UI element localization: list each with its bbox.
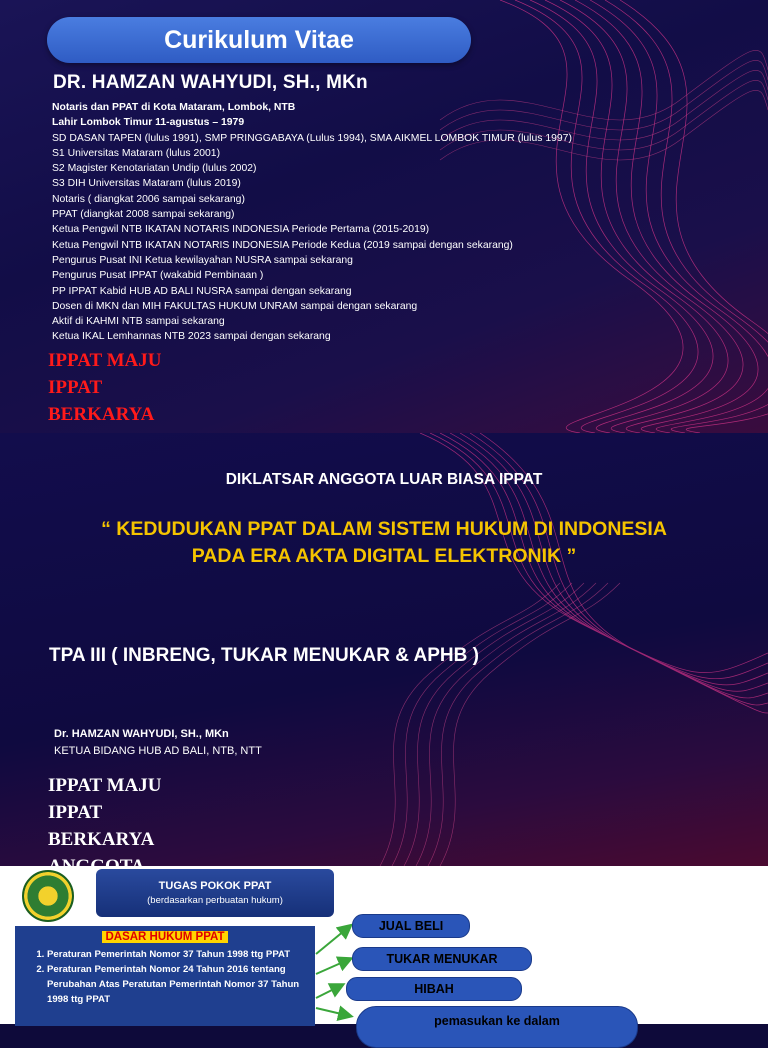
cv-line: Dosen di MKN dan MIH FAKULTAS HUKUM UNRAM sampai dengan sekarang <box>52 300 418 312</box>
cv-title-bar <box>47 17 471 63</box>
action-pill-pemasukan: pemasukan ke dalam <box>356 1006 638 1048</box>
cv-line: Aktif di KAHMI NTB sampai sekarang <box>52 316 225 328</box>
cv-slide <box>0 0 768 433</box>
cv-line: Ketua Pengwil NTB IKATAN NOTARIS INDONESIA Periode Pertama (2015-2019) <box>52 224 430 236</box>
motto-line: IPPAT MAJU <box>48 775 162 796</box>
motto-line: BERKARYA <box>48 829 155 850</box>
cv-line: Pengurus Pusat IPPAT (wakabid Pembinaan ) <box>52 270 264 282</box>
cv-line: Pengurus Pusat INI Ketua kewilayahan NUSRA sampai sekarang <box>52 254 353 266</box>
dasar-hukum-box <box>15 926 315 1026</box>
ippat-logo-icon <box>22 870 74 922</box>
title-line: “ KEDUDUKAN PPAT DALAM SISTEM HUKUM DI INDONESIA <box>101 518 667 540</box>
cv-line: Lahir Lombok Timur 11-agustus – 1979 <box>52 117 245 129</box>
cv-line: PPAT (diangkat 2008 sampai sekarang) <box>52 209 235 221</box>
presenter-position: KETUA BIDANG HUB AD BALI, NTB, NTT <box>54 745 262 757</box>
motto-line: IPPAT <box>48 802 103 823</box>
cv-line: S1 Universitas Mataram (lulus 2001) <box>52 147 221 159</box>
cv-line: PP IPPAT Kabid HUB AD BALI NUSRA sampai dengan sekarang <box>52 285 352 297</box>
motto-line: BERKARYA <box>48 404 155 425</box>
title-line: PADA ERA AKTA DIGITAL ELEKTRONIK ” <box>191 545 577 567</box>
dasar-hukum-item: 2. Peraturan Pemerintah Nomor 24 Tahun 2016 tentang Perubahan Atas Peratutan Pemerintah Nomor 37 Tahun 1998 ttg PPAT <box>47 962 315 1007</box>
cv-line: SD DASAN TAPEN (lulus 1991), SMP PRINGGABAYA (Lulus 1994), SMA AIKMEL LOMBOK TIMUR (lulus 1997) <box>52 132 572 144</box>
topic-heading: TPA III ( INBRENG, TUKAR MENUKAR & APHB ) <box>49 645 479 666</box>
dasar-hukum-item: 1. Peraturan Pemerintah Nomor 37 Tahun 1998 ttg PPAT <box>47 947 315 962</box>
tugas-subtitle: (berdasarkan perbuatan hukum) <box>147 895 283 906</box>
presenter-name: Dr. HAMZAN WAHYUDI, SH., MKn <box>54 728 229 740</box>
cv-name: DR. HAMZAN WAHYUDI, SH., MKn <box>53 72 368 93</box>
motto-line: IPPAT <box>48 377 103 398</box>
cv-line: S3 DIH Universitas Mataram (lulus 2019) <box>52 178 241 190</box>
cv-line: Ketua Pengwil NTB IKATAN NOTARIS INDONESIA Periode Kedua (2019 sampai dengan sekarang) <box>52 239 513 251</box>
dasar-hukum-title: DASAR HUKUM PPAT <box>102 931 227 943</box>
tugas-title: TUGAS POKOK PPAT <box>158 880 272 892</box>
cv-title: Curikulum Vitae <box>164 26 354 54</box>
presentation-title <box>40 516 728 570</box>
cv-details-list <box>52 100 652 345</box>
cv-motto <box>48 347 161 428</box>
action-pill-tukar-menukar: TUKAR MENUKAR <box>352 947 532 971</box>
cv-line: Notaris dan PPAT di Kota Mataram, Lombok, NTB <box>52 102 296 113</box>
action-pill-jual-beli: JUAL BELI <box>352 914 470 938</box>
action-pill-hibah: HIBAH <box>346 977 522 1001</box>
cv-line: S2 Magister Kenotariatan Undip (lulus 2002) <box>52 163 257 175</box>
tugas-pokok-box <box>96 869 334 917</box>
event-title: DIKLATSAR ANGGOTA LUAR BIASA IPPAT <box>225 471 543 488</box>
cover-motto <box>48 772 161 880</box>
cv-line: Notaris ( diangkat 2006 sampai sekarang) <box>52 193 245 205</box>
cv-line: Ketua IKAL Lemhannas NTB 2023 sampai dengan sekarang <box>52 331 331 343</box>
motto-line: IPPAT MAJU <box>48 350 162 371</box>
